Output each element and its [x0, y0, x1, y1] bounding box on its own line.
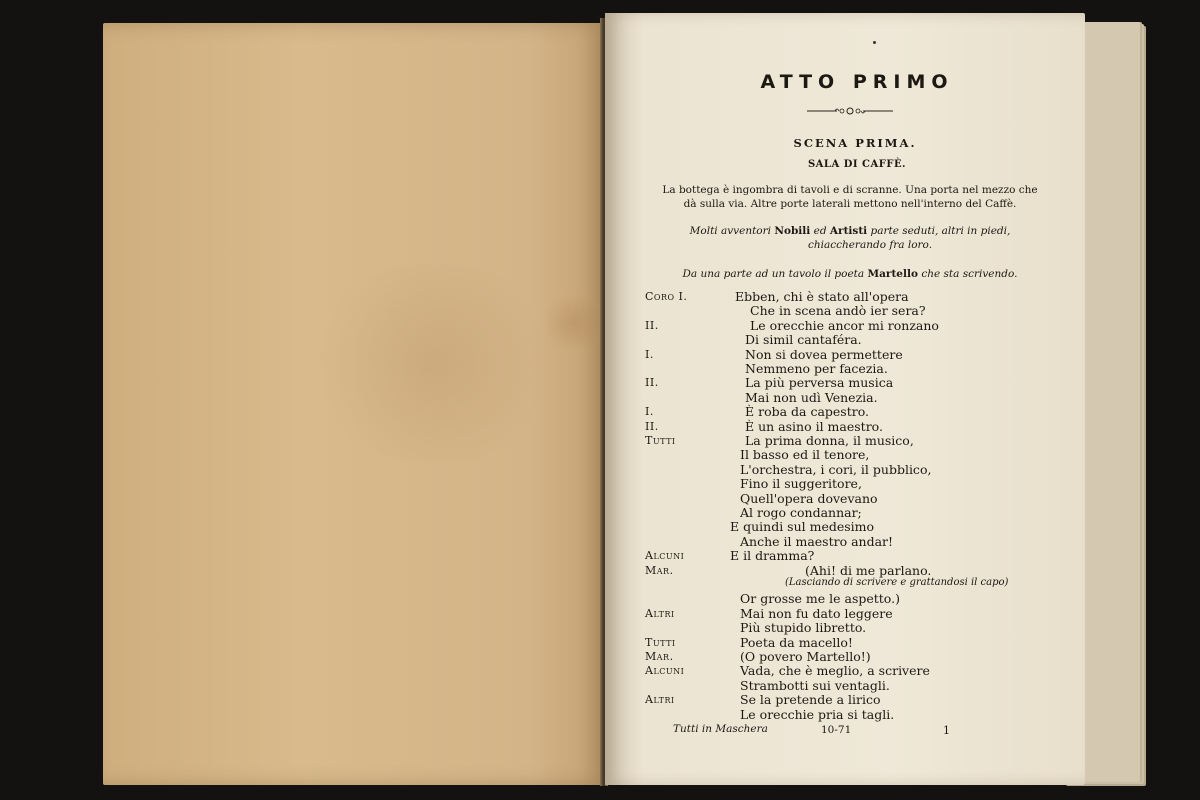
bleed-through-mark — [303, 263, 563, 463]
verse-line: Quell'opera dovevano — [740, 490, 878, 506]
stage-direction-crowd — [655, 224, 1045, 252]
speaker-label: Coro I. — [645, 290, 688, 303]
verse-line: Le orecchie ancor mi ronzano — [750, 317, 939, 333]
verse-line: È un asino il maestro. — [745, 418, 883, 434]
speaker-label: II. — [645, 318, 659, 332]
speaker-label: Altri — [645, 693, 675, 707]
stage-direction-setting — [655, 183, 1045, 211]
stage-line: Da una parte ad un tavolo il poeta Martello che sta scrivendo. — [682, 268, 1018, 280]
verse-line: Fino il suggeritore, — [740, 476, 862, 492]
speaker-label: Mar. — [645, 563, 674, 577]
act-title: ATTO PRIMO — [760, 71, 954, 93]
verse-line: Poeta da macello! — [740, 634, 853, 650]
verse-line: Di simil cantaféra. — [745, 332, 862, 348]
verse-line: Vada, che è meglio, a scrivere — [740, 663, 930, 679]
left-page — [103, 23, 603, 785]
verse-line: Se la pretende a lirico — [740, 692, 881, 708]
verse-line: Mai non udì Venezia. — [745, 389, 878, 405]
stage-line: La bottega è ingombra di tavoli e di scranne. Una porta nel mezzo che — [662, 184, 1038, 196]
paper-stain — [543, 293, 603, 353]
footer-signature: 10-71 — [821, 724, 852, 736]
stage-direction-inline: (Lasciando di scrivere e grattandosi il capo) — [785, 577, 1009, 588]
verse-line: Le orecchie pria si tagli. — [740, 706, 895, 722]
paper-speck — [873, 41, 876, 44]
verse-line: La prima donna, il musico, — [745, 433, 914, 448]
ornament-divider-icon — [805, 105, 895, 117]
verse-line: Anche il maestro andar! — [740, 533, 894, 549]
speaker-label: II. — [645, 376, 659, 390]
verse-line: È roba da capestro. — [745, 404, 869, 420]
verse-line: Più stupido libretto. — [740, 620, 867, 636]
verse-line: E il dramma? — [730, 548, 815, 564]
scene-subtitle: SALA DI CAFFÈ. — [807, 159, 907, 170]
verse-line: La più perversa musica — [745, 375, 894, 391]
verse-line: Nemmeno per facezia. — [745, 361, 888, 376]
verse-line: Al rogo condannar; — [740, 505, 862, 520]
footer-title: Tutti in Maschera — [673, 723, 768, 735]
verse-line: Il basso ed il tenore, — [740, 447, 870, 463]
verse-line: E quindi sul medesimo — [730, 519, 875, 535]
speaker-label: Mar. — [645, 650, 674, 663]
stage-line: chiaccherando fra loro. — [807, 239, 933, 251]
verse-line: Strambotti sui ventagli. — [740, 677, 890, 693]
speaker-label: II. — [645, 419, 659, 433]
verse-line: Ebben, chi è stato all'opera — [735, 289, 909, 304]
speaker-label: Tutti — [645, 635, 676, 649]
speaker-label: Altri — [645, 606, 675, 620]
stage-line: Molti avventori Nobili ed Artisti parte seduti, altri in piedi, — [689, 225, 1011, 237]
speaker-label: I. — [645, 347, 654, 361]
verse-line: (Ahi! di me parlano. — [805, 562, 932, 578]
right-page — [605, 13, 1085, 785]
verse-line: L'orchestra, i cori, il pubblico, — [740, 461, 932, 477]
speaker-label: Alcuni — [645, 549, 685, 563]
speaker-label: Alcuni — [645, 664, 685, 678]
speaker-label: Tutti — [645, 434, 676, 447]
stage-line: dà sulla via. Altre porte laterali mettono nell'interno del Caffè. — [683, 198, 1017, 210]
speaker-label: I. — [645, 405, 654, 419]
verse-line: Or grosse me le aspetto.) — [740, 591, 900, 607]
verse-line: Che in scena andò ier sera? — [750, 303, 926, 319]
verse-line: Non si dovea permettere — [745, 346, 903, 362]
stage-direction-poet — [655, 267, 1045, 281]
verse-line: Mai non fu dato leggere — [740, 605, 893, 621]
page-number: 1 — [943, 724, 950, 737]
verse-line: (O povero Martello!) — [740, 649, 871, 664]
scene-title: SCENA PRIMA. — [793, 136, 917, 150]
